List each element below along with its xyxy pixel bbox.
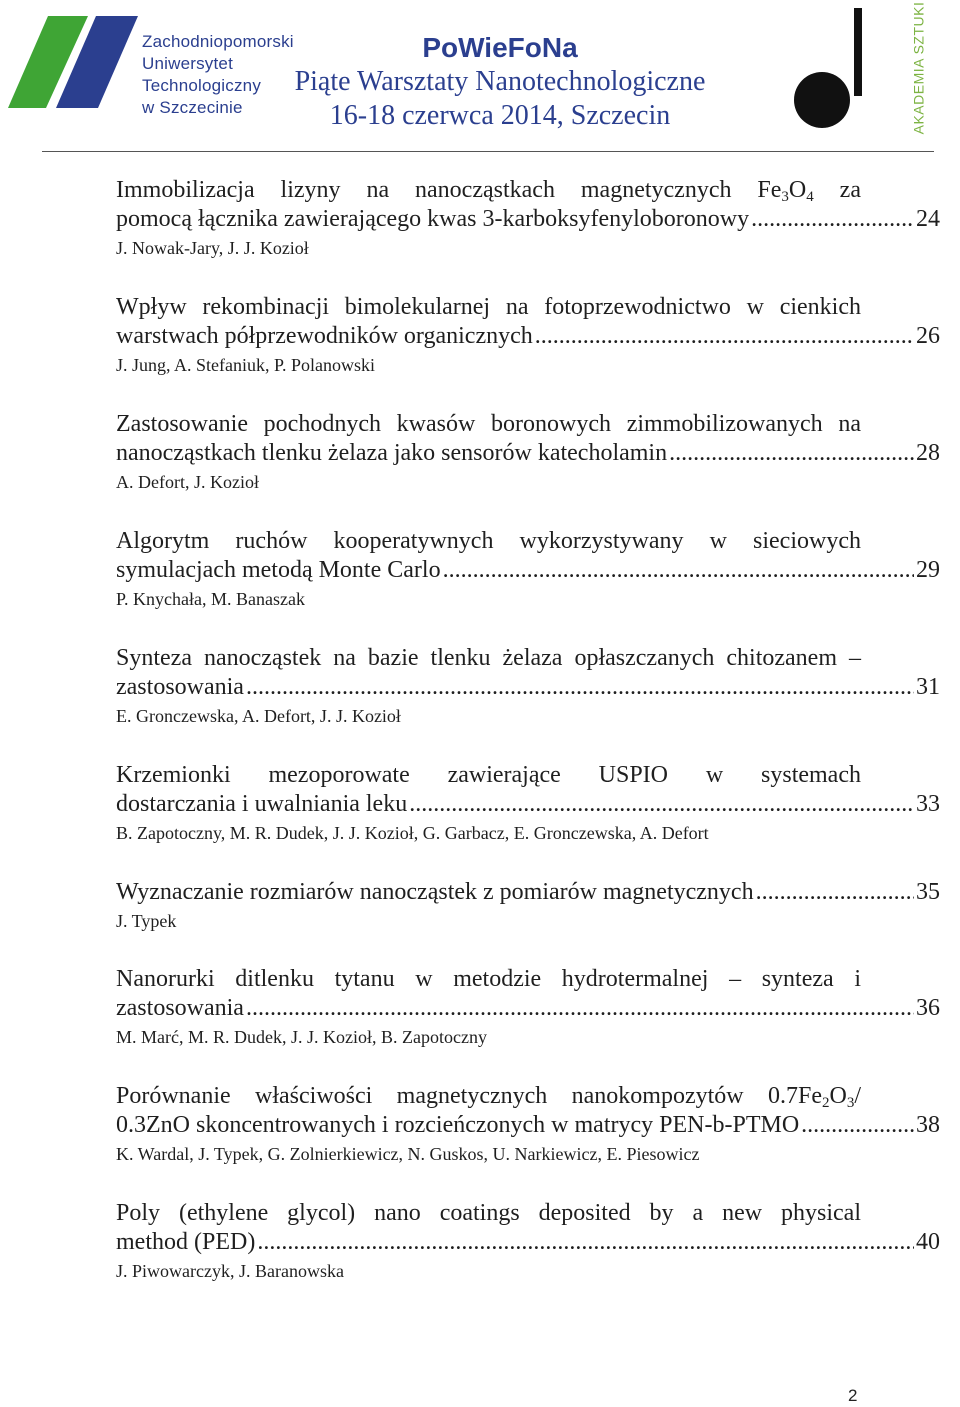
toc-page-number: 29 bbox=[916, 557, 940, 583]
toc-title-line: Synteza nanocząstek na bazie tlenku żelaza opłaszczanych chitozanem – bbox=[116, 645, 861, 671]
toc-entry[interactable] bbox=[116, 761, 940, 844]
toc-title-last-line: method (PED) ..... 40 bbox=[116, 1228, 940, 1257]
toc-authors: A. Defort, J. Kozioł bbox=[116, 472, 259, 492]
toc-title-last-line: symulacjach metodą Monte Carlo ..... 29 bbox=[116, 556, 940, 585]
leader-dots bbox=[801, 1111, 914, 1140]
toc-authors: B. Zapotoczny, M. R. Dudek, J. J. Kozioł, G. Garbacz, E. Gronczewska, A. Defort bbox=[116, 823, 709, 843]
leader-dots bbox=[751, 205, 914, 234]
toc-page-number: 40 bbox=[916, 1229, 940, 1255]
toc-page-number: 33 bbox=[916, 791, 940, 817]
leader-dots bbox=[246, 673, 914, 702]
leader-dots bbox=[257, 1228, 914, 1257]
toc-entry[interactable] bbox=[116, 878, 940, 932]
zut-logo-icon bbox=[8, 16, 138, 108]
university-line: w Szczecinie bbox=[142, 98, 243, 117]
toc-entry[interactable] bbox=[116, 176, 940, 259]
toc-title-last-line: nanocząstkach tlenku żelaza jako sensorów katecholamin ..... 28 bbox=[116, 439, 940, 468]
toc-entry[interactable] bbox=[116, 410, 940, 493]
toc-title-line: Nanorurki ditlenku tytanu w metodzie hydrotermalnej – synteza i bbox=[116, 966, 861, 992]
university-line: Zachodniopomorski bbox=[142, 32, 294, 51]
header-divider bbox=[42, 151, 934, 152]
conference-dates: 16-18 czerwca 2014, Szczecin bbox=[329, 100, 671, 131]
page-header bbox=[0, 0, 960, 152]
toc-authors: J. Piwowarczyk, J. Baranowska bbox=[116, 1261, 344, 1281]
toc-authors: K. Wardal, J. Typek, G. Zolnierkiewicz, N. Guskos, U. Narkiewicz, E. Piesowicz bbox=[116, 1144, 700, 1164]
toc-page-number: 35 bbox=[916, 879, 940, 905]
toc-title-line: Wpływ rekombinacji bimolekularnej na fotoprzewodnictwo w cienkich bbox=[116, 294, 861, 320]
toc-entry[interactable] bbox=[116, 293, 940, 376]
toc-title-line: Zastosowanie pochodnych kwasów boronowych zimmobilizowanych na bbox=[116, 411, 861, 437]
conference-subtitle: Piąte Warsztaty Nanotechnologiczne bbox=[294, 66, 706, 97]
toc-page-number: 31 bbox=[916, 674, 940, 700]
toc-title-last-line: zastosowania ..... 36 bbox=[116, 994, 940, 1023]
toc-page-number: 28 bbox=[916, 440, 940, 466]
toc-title-last-line: Wyznaczanie rozmiarów nanocząstek z pomiarów magnetycznych ..... 35 bbox=[116, 878, 940, 907]
art-academy-text: AKADEMIA SZTUKI bbox=[910, 1, 927, 135]
toc-authors: J. Nowak-Jary, J. J. Kozioł bbox=[116, 238, 309, 258]
toc-title-last-line: pomocą łącznika zawierającego kwas 3-karboksyfenyloboronowy ..... 24 bbox=[116, 205, 940, 234]
toc-page-number: 36 bbox=[916, 995, 940, 1021]
university-line: Uniwersytet bbox=[142, 54, 234, 73]
page-number: 2 bbox=[848, 1386, 858, 1405]
toc-page-number: 24 bbox=[916, 206, 940, 232]
conference-title: PoWieFoNa bbox=[422, 32, 578, 63]
leader-dots bbox=[535, 322, 914, 351]
toc-entry[interactable] bbox=[116, 1082, 940, 1165]
toc-title-last-line: dostarczania i uwalniania leku ..... 33 bbox=[116, 790, 940, 819]
university-line: Technologiczny bbox=[142, 76, 262, 95]
leader-dots bbox=[669, 439, 914, 468]
toc-authors: J. Jung, A. Stefaniuk, P. Polanowski bbox=[116, 355, 376, 375]
toc-title-line: Poly (ethylene glycol) nano coatings deposited by a new physical bbox=[116, 1200, 861, 1226]
toc-title-last-line: zastosowania ..... 31 bbox=[116, 673, 940, 702]
toc-entry[interactable] bbox=[116, 1199, 940, 1282]
toc-authors: P. Knychała, M. Banaszak bbox=[116, 589, 305, 609]
toc-authors: E. Gronczewska, A. Defort, J. J. Kozioł bbox=[116, 706, 401, 726]
art-academy-logo-icon bbox=[790, 4, 920, 134]
toc-entry[interactable] bbox=[116, 644, 940, 727]
toc-title-last-line: 0.3ZnO skoncentrowanych i rozcieńczonych w matrycy PEN-b-PTMO ..... 38 bbox=[116, 1111, 940, 1140]
toc-authors: M. Marć, M. R. Dudek, J. J. Kozioł, B. Zapotoczny bbox=[116, 1027, 487, 1047]
toc-title-line: Krzemionki mezoporowate zawierające USPIO w systemach bbox=[116, 762, 861, 788]
leader-dots bbox=[409, 790, 914, 819]
toc-title-line: Immobilizacja lizyny na nanocząstkach magnetycznych $Fe_3O_4$ za bbox=[116, 177, 861, 205]
toc-page-number: 26 bbox=[916, 323, 940, 349]
toc-title-line: Porównanie właściwości magnetycznych nanokompozytów $0.7Fe_2O_3/$ bbox=[116, 1083, 861, 1111]
toc-entry[interactable] bbox=[116, 965, 940, 1048]
leader-dots bbox=[246, 994, 914, 1023]
leader-dots bbox=[756, 878, 914, 907]
toc-authors: J. Typek bbox=[116, 911, 177, 931]
toc-title-last-line: warstwach półprzewodników organicznych ..... 26 bbox=[116, 322, 940, 351]
leader-dots bbox=[443, 556, 914, 585]
toc-entry[interactable] bbox=[116, 527, 940, 610]
toc-page-number: 38 bbox=[916, 1112, 940, 1138]
toc-title-line: Algorytm ruchów kooperatywnych wykorzystywany w sieciowych bbox=[116, 528, 861, 554]
